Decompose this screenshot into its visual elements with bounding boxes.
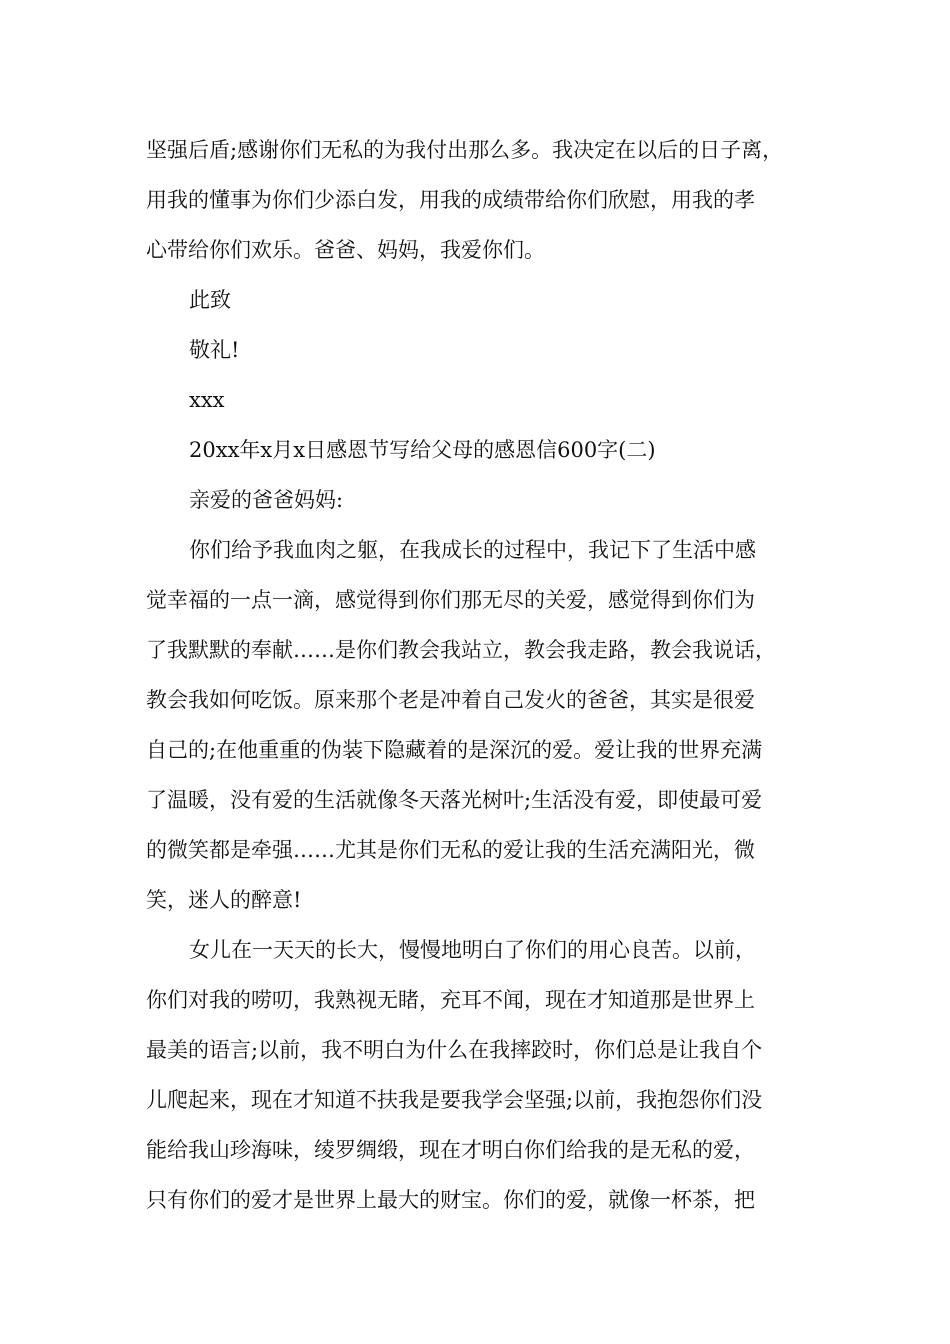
text-line: 用我的懂事为你们少添白发，用我的成绩带给你们欣慰，用我的孝: [146, 188, 755, 212]
text-line: 心带给你们欢乐。爸爸、妈妈，我爱你们。: [146, 238, 545, 262]
text-line: 教会我如何吃饭。原来那个老是冲着自己发火的爸爸，其实是很爱: [146, 688, 755, 712]
text-line: 坚强后盾;感谢你们无私的为我付出那么多。我决定在以后的日子离，: [146, 138, 784, 162]
text-line: 儿爬起来，现在才知道不扶我是要我学会坚强;以前，我抱怨你们没: [146, 1088, 763, 1112]
text-line: 了我默默的奉献……是你们教会我站立，教会我走路，教会我说话，: [146, 638, 776, 662]
text-line: 觉幸福的一点一滴，感觉得到你们那无尽的关爱，感觉得到你们为: [146, 588, 755, 612]
text-line: 自己的;在他重重的伪装下隐藏着的是深沉的爱。爱让我的世界充满: [146, 738, 763, 762]
text-line: 你们给予我血肉之躯，在我成长的过程中，我记下了生活中感: [189, 538, 756, 562]
text-line: 能给我山珍海味，绫罗绸缎，现在才明白你们给我的是无私的爱，: [146, 1138, 755, 1162]
closing-regards: 敬礼!: [189, 338, 240, 362]
date-and-title-line: 20xx年x月x日感恩节写给父母的感恩信600字(二): [189, 438, 656, 462]
text-line: 你们对我的唠叨，我熟视无睹，充耳不闻，现在才知道那是世界上: [146, 988, 755, 1012]
closing-salutation: 此致: [189, 288, 231, 312]
signature: xxx: [189, 388, 225, 412]
text-line: 笑，迷人的醉意!: [146, 888, 302, 912]
letter-greeting: 亲爱的爸爸妈妈:: [189, 488, 344, 512]
text-line: 只有你们的爱才是世界上最大的财宝。你们的爱，就像一杯茶，把: [146, 1188, 755, 1212]
text-line: 的微笑都是牵强……尤其是你们无私的爱让我的生活充满阳光，微: [146, 838, 755, 862]
text-line: 最美的语言;以前，我不明白为什么在我摔跤时，你们总是让我自个: [146, 1038, 763, 1062]
text-line: 女儿在一天天的长大，慢慢地明白了你们的用心良苦。以前，: [189, 938, 756, 962]
text-line: 了温暖，没有爱的生活就像冬天落光树叶;生活没有爱，即使最可爱: [146, 788, 763, 812]
